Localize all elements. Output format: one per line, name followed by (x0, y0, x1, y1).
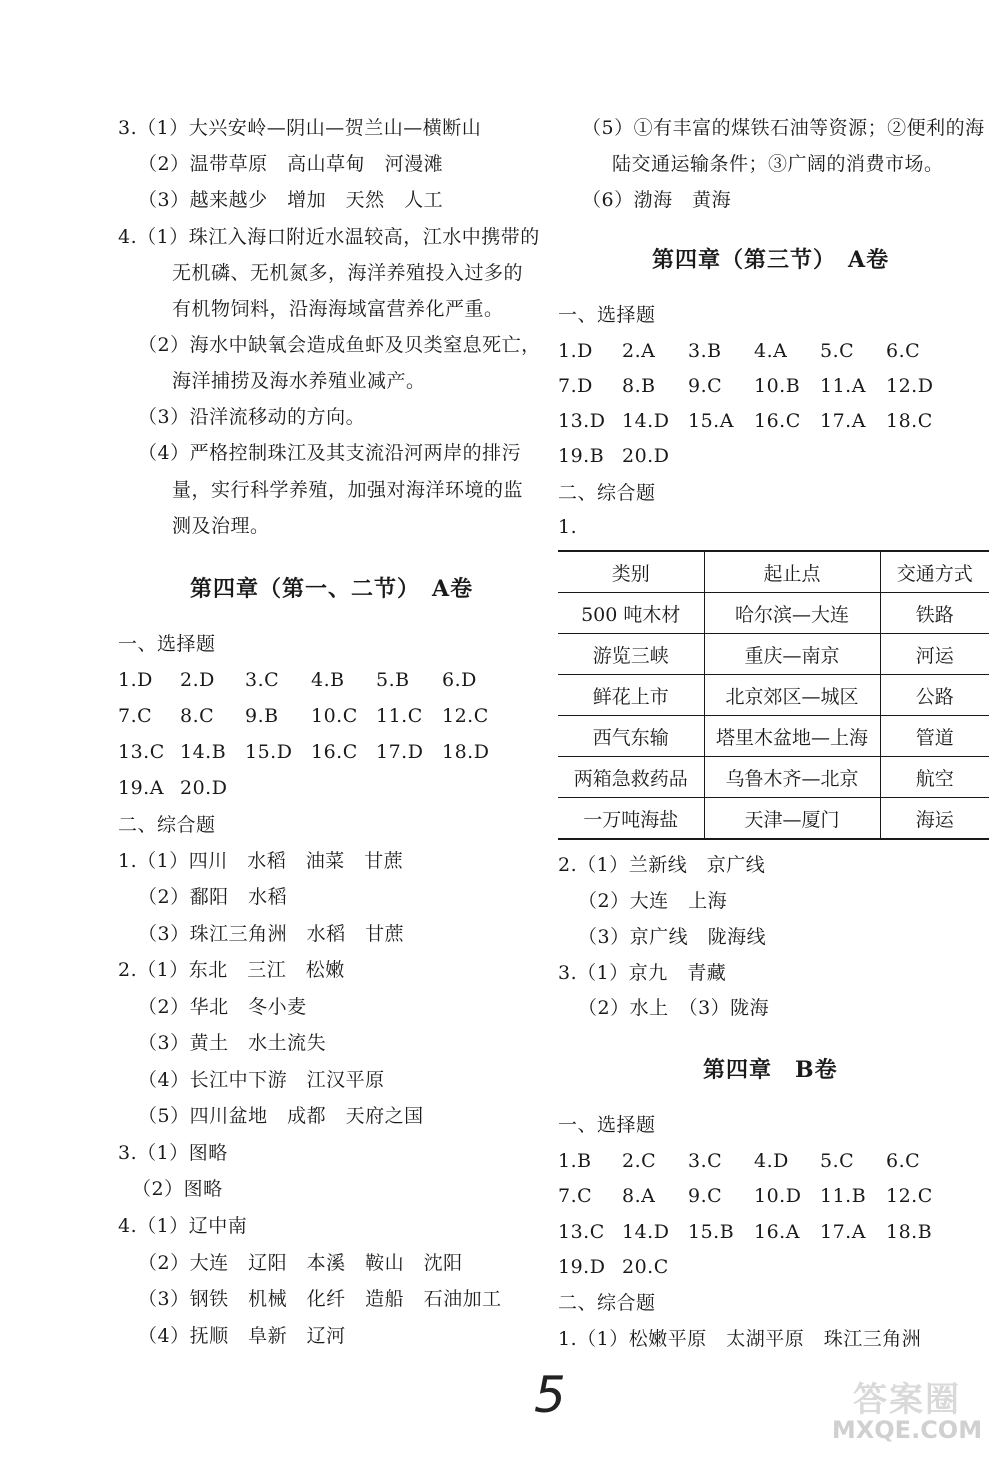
table-header-row (558, 551, 989, 593)
table-cell: 500 吨木材 (558, 593, 704, 634)
mc-answer: 14.D (622, 410, 670, 432)
answer-line: （2）图略 (132, 1178, 223, 1200)
mc-answer: 5.B (376, 669, 410, 691)
answer-line: （6）渤海 黄海 (582, 189, 732, 211)
mc-answer: 5.C (820, 1150, 855, 1172)
table-cell: 天津—厦门 (704, 798, 880, 840)
table-cell: 一万吨海盐 (558, 798, 704, 840)
mc-answer: 9.B (245, 705, 279, 727)
mc-answer: 1.D (118, 669, 153, 691)
mc-answer: 13.D (558, 410, 606, 432)
table-cell: 铁路 (880, 593, 989, 634)
watermark-text: 答案圈 (853, 1380, 961, 1420)
watermark-logo (822, 1372, 992, 1450)
mc-answer: 11.B (820, 1185, 867, 1207)
table-header: 类别 (558, 551, 704, 593)
answer-line: 陆交通运输条件；③广阔的消费市场。 (612, 153, 944, 175)
answer-line: 2.（1）东北 三江 松嫩 (118, 959, 345, 981)
answer-line: （3）沿洋流移动的方向。 (138, 406, 366, 428)
mc-answer: 19.B (558, 445, 605, 467)
answer-line: 3.（1）京九 青藏 (558, 962, 727, 984)
mc-answer: 17.A (820, 1221, 866, 1243)
table-cell: 塔里木盆地—上海 (704, 716, 880, 757)
answer-line: （2）海水中缺氧会造成鱼虾及贝类窒息死亡， (138, 334, 541, 356)
answer-line: （2）水上 （3）陇海 (578, 997, 770, 1019)
answer-line: （2）温带草原 高山草甸 河漫滩 (138, 153, 444, 175)
answer-line: （3）黄土 水土流失 (138, 1032, 327, 1054)
table-row (558, 716, 989, 757)
table-row (558, 634, 989, 675)
answer-line: 海洋捕捞及海水养殖业减产。 (172, 370, 426, 392)
answer-line: （3）京广线 陇海线 (578, 926, 767, 948)
section-heading: 第四章（第一、二节） A卷 (190, 576, 474, 602)
mc-answer: 2.D (180, 669, 215, 691)
mc-answer: 10.B (754, 375, 801, 397)
mc-answer: 9.C (688, 1185, 723, 1207)
mc-answer: 8.B (622, 375, 656, 397)
answer-line: 量，实行科学养殖，加强对海洋环境的监 (172, 479, 524, 501)
section-heading: 第四章 B卷 (703, 1057, 838, 1083)
mc-answer: 10.C (311, 705, 358, 727)
mc-answer: 14.B (180, 741, 227, 763)
mc-answer: 7.D (558, 375, 593, 397)
mc-answer: 15.B (688, 1221, 735, 1243)
answer-line: 2.（1）兰新线 京广线 (558, 854, 766, 876)
mc-answer: 13.C (558, 1221, 605, 1243)
answer-line: 测及治理。 (172, 515, 270, 537)
mc-answer: 17.D (376, 741, 424, 763)
mc-answer: 18.D (442, 741, 490, 763)
mc-answer: 3.C (688, 1150, 723, 1172)
mc-answer: 16.C (311, 741, 358, 763)
table-cell: 河运 (880, 634, 989, 675)
mc-answer: 8.C (180, 705, 215, 727)
mc-answer: 8.A (622, 1185, 656, 1207)
mc-answer: 7.C (118, 705, 153, 727)
mc-answer: 9.C (688, 375, 723, 397)
answer-line: （5）四川盆地 成都 天府之国 (138, 1105, 424, 1127)
mc-answer: 19.A (118, 777, 164, 799)
table-cell: 管道 (880, 716, 989, 757)
table-row (558, 593, 989, 634)
mc-answer: 5.C (820, 340, 855, 362)
mc-answer: 6.C (886, 340, 921, 362)
mc-answer: 12.D (886, 375, 934, 397)
answer-line: 无机磷、无机氮多，海洋养殖投入过多的 (172, 262, 524, 284)
answer-line: 1.（1）四川 水稻 油菜 甘蔗 (118, 850, 404, 872)
mc-answer: 2.C (622, 1150, 657, 1172)
answer-line: （4）严格控制珠江及其支流沿河两岸的排污 (138, 442, 522, 464)
answer-line: （3）钢铁 机械 化纤 造船 石油加工 (138, 1288, 502, 1310)
table-header: 交通方式 (880, 551, 989, 593)
mc-answer: 12.C (442, 705, 489, 727)
mc-answer: 15.A (688, 410, 734, 432)
mc-answer: 20.D (622, 445, 670, 467)
transport-table (558, 550, 989, 840)
answer-line: （3）越来越少 增加 天然 人工 (138, 189, 444, 211)
table-cell: 鲜花上市 (558, 675, 704, 716)
mc-answer: 3.B (688, 340, 722, 362)
table-cell: 乌鲁木齐—北京 (704, 757, 880, 798)
mc-answer: 19.D (558, 1256, 606, 1278)
answer-line: （4）长江中下游 江汉平原 (138, 1069, 385, 1091)
section-heading: 第四章（第三节） A卷 (652, 247, 890, 273)
mc-answer: 11.C (376, 705, 423, 727)
answer-line: （5）①有丰富的煤铁石油等资源；②便利的海 (582, 117, 985, 139)
mc-answer: 7.C (558, 1185, 593, 1207)
mc-answer: 16.A (754, 1221, 800, 1243)
mc-answer: 20.C (622, 1256, 669, 1278)
table-cell: 重庆—南京 (704, 634, 880, 675)
mc-answer: 6.D (442, 669, 477, 691)
table-header: 起止点 (704, 551, 880, 593)
section-title: 一、选择题 (558, 304, 656, 326)
mc-answer: 11.A (820, 375, 866, 397)
mc-answer: 4.A (754, 340, 788, 362)
mc-answer: 18.B (886, 1221, 933, 1243)
mc-answer: 18.C (886, 410, 933, 432)
mc-answer: 6.C (886, 1150, 921, 1172)
section-title: 一、选择题 (558, 1114, 656, 1136)
answer-line: 4.（1）辽中南 (118, 1215, 248, 1237)
answer-line: （2）华北 冬小麦 (138, 996, 307, 1018)
watermark-url: MXQE.COM (831, 1416, 983, 1444)
table-row (558, 757, 989, 798)
answer-line: （3）珠江三角洲 水稻 甘蔗 (138, 923, 405, 945)
handwritten-page-number: 5 (534, 1366, 566, 1424)
table-cell: 北京郊区—城区 (704, 675, 880, 716)
section-title: 二、综合题 (558, 1292, 656, 1314)
question-label: 1. (558, 516, 578, 538)
mc-answer: 15.D (245, 741, 293, 763)
table-cell: 两箱急救药品 (558, 757, 704, 798)
mc-answer: 13.C (118, 741, 165, 763)
table-cell: 游览三峡 (558, 634, 704, 675)
mc-answer: 12.C (886, 1185, 933, 1207)
table-cell: 哈尔滨—大连 (704, 593, 880, 634)
answer-line: 1.（1）松嫩平原 太湖平原 珠江三角洲 (558, 1328, 922, 1350)
table-cell: 海运 (880, 798, 989, 840)
table-cell: 公路 (880, 675, 989, 716)
section-title: 二、综合题 (118, 814, 216, 836)
mc-answer: 1.B (558, 1150, 592, 1172)
mc-answer: 1.D (558, 340, 593, 362)
answer-line: （2）大连 上海 (578, 890, 728, 912)
answer-line: （4）抚顺 阜新 辽河 (138, 1325, 346, 1347)
table-cell: 航空 (880, 757, 989, 798)
answer-line: （2）鄱阳 水稻 (138, 886, 288, 908)
table-cell: 西气东输 (558, 716, 704, 757)
table-row (558, 675, 989, 716)
answer-line: 3.（1）大兴安岭—阴山—贺兰山—横断山 (118, 117, 482, 139)
mc-answer: 10.D (754, 1185, 802, 1207)
mc-answer: 3.C (245, 669, 280, 691)
mc-answer: 4.D (754, 1150, 789, 1172)
mc-answer: 20.D (180, 777, 228, 799)
answer-line: （2）大连 辽阳 本溪 鞍山 沈阳 (138, 1252, 463, 1274)
mc-answer: 14.D (622, 1221, 670, 1243)
answer-line: 4.（1）珠江入海口附近水温较高，江水中携带的 (118, 226, 540, 248)
mc-answer: 4.B (311, 669, 345, 691)
mc-answer: 2.A (622, 340, 656, 362)
mc-answer: 16.C (754, 410, 801, 432)
section-title: 一、选择题 (118, 633, 216, 655)
mc-answer: 17.A (820, 410, 866, 432)
answer-line: 有机物饲料，沿海海域富营养化严重。 (172, 298, 504, 320)
section-title: 二、综合题 (558, 482, 656, 504)
answer-line: 3.（1）图略 (118, 1142, 228, 1164)
table-row (558, 798, 989, 840)
